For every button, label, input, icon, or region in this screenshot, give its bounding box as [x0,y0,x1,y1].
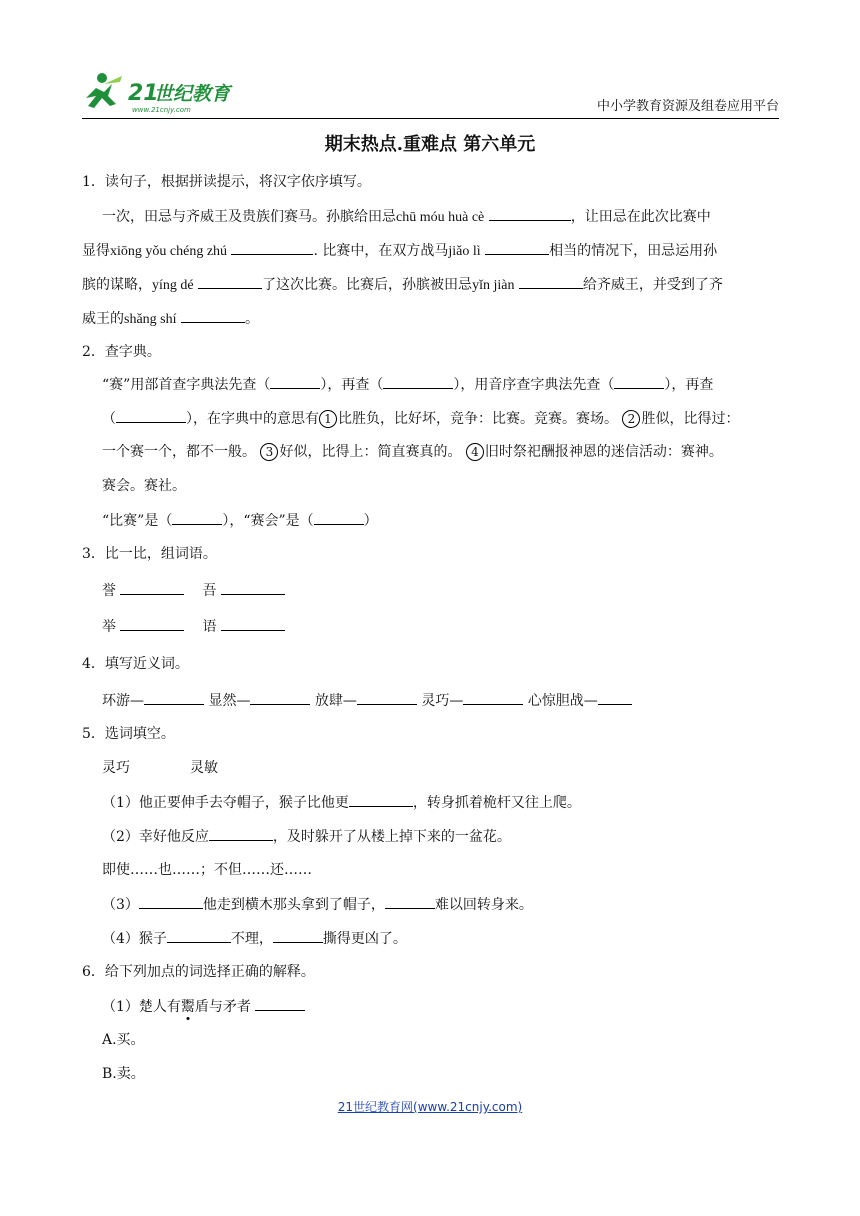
answer-blank[interactable] [198,274,262,289]
dotted-word: 鬻 [180,999,195,1015]
answer-blank[interactable] [357,690,417,705]
answer-blank[interactable] [519,274,583,289]
site-logo [82,68,262,116]
answer-blank[interactable] [120,580,184,595]
q5-sentence-2: （2）幸好他反应 ，及时躲开了从楼上掉下来的一盆花。 [102,826,511,847]
answer-blank[interactable] [139,894,203,909]
answer-blank[interactable] [273,928,323,943]
answer-blank[interactable] [314,510,364,525]
answer-blank[interactable] [231,240,313,255]
q2-line-5: “比赛”是（ ），“赛会”是（ ） [102,510,378,531]
q2-line-4: 赛会。赛社。 [102,478,186,494]
answer-blank[interactable] [167,928,231,943]
page-title: 期末热点.重难点 第六单元 [324,134,536,155]
q3-row-2: 举 语 [102,616,285,637]
answer-blank[interactable] [209,826,273,841]
answer-blank[interactable] [489,206,571,221]
answer-blank[interactable] [116,408,186,423]
q2-heading: 2．查字典。 [82,344,161,360]
answer-blank[interactable] [385,894,435,909]
logo-url: www.21cnjy.com [132,106,191,114]
q4-row: 环游— 显然— 放肆— 灵巧— 心惊胆战— [102,690,632,711]
circled-number: 1 [319,410,337,428]
logo-text: 世纪教育 [154,83,231,105]
q1-line-4: 威王的shǎng shí 。 [82,308,259,330]
q3-row-1: 誉 吾 [102,580,285,601]
q5-sentence-3: （3） 他走到横木那头拿到了帽子， 难以回转身来。 [102,894,533,915]
footer-link[interactable]: 21世纪教育网(www.21cnjy.com) [337,1100,523,1114]
q3-heading: 3．比一比，组词语。 [82,546,217,562]
q5-sentence-4: （4）猴子 不理， 撕得更凶了。 [102,928,407,949]
q2-line-2: （ ），在字典中的意思有 1 比胜负，比好坏，竞争：比赛。竞赛。赛场。 2 胜似，比得过： [102,408,739,429]
svg-text:21: 21 [128,81,159,106]
answer-blank[interactable] [181,308,245,323]
page-header [82,62,779,119]
answer-blank[interactable] [349,792,413,807]
answer-blank[interactable] [598,690,632,705]
q6-option-b: B.卖。 [102,1066,145,1082]
q6-heading: 6．给下列加点的词选择正确的解释。 [82,964,315,980]
answer-blank[interactable] [250,690,310,705]
platform-name: 中小学教育资源及组卷应用平台 [596,99,779,114]
answer-blank[interactable] [120,616,184,631]
circled-number: 3 [260,443,278,461]
q1-heading: 1．读句子，根据拼读提示，将汉字依序填写。 [82,174,371,190]
q5-options-1: 灵巧 灵敏 [102,760,218,776]
q5-sentence-1: （1）他正要伸手去夺帽子，猴子比他更 ，转身抓着桅杆又往上爬。 [102,792,581,813]
circled-number: 2 [622,410,640,428]
answer-blank[interactable] [221,580,285,595]
answer-blank[interactable] [485,240,549,255]
answer-blank[interactable] [144,690,204,705]
q2-line-3: 一个赛一个，都不一般。 3 好似，比得上：简直赛真的。 4 旧时祭祀酬报神恩的迷信活动：赛神。 [102,444,723,460]
answer-blank[interactable] [270,374,320,389]
q1-line-1: 一次，田忌与齐威王及贵族们赛马。孙膑给田忌chū móu huà cè ，让田忌在此次比赛中 [102,206,711,228]
q6-option-a: A.买。 [102,1032,145,1048]
runner-icon [86,73,122,108]
answer-blank[interactable] [172,510,222,525]
q1-line-2: 显得xiōng yǒu chéng zhú . 比赛中，在双方战马jiǎo lì 相当的情况下，田忌运用孙 [82,240,717,262]
q6-sentence-1: （1）楚人有鬻盾与矛者 [102,996,305,1017]
answer-blank[interactable] [614,374,664,389]
q2-line-1: “赛”用部首查字典法先查（ ），再查（ ），用音序查字典法先查（ ），再查 [102,374,713,395]
answer-blank[interactable] [255,996,305,1011]
answer-blank[interactable] [463,690,523,705]
q5-heading: 5．选词填空。 [82,726,175,742]
answer-blank[interactable] [383,374,453,389]
q4-heading: 4．填写近义词。 [82,656,189,672]
q1-line-3: 膑的谋略，yíng dé 了这次比赛。比赛后，孙膑被田忌yǐn jiàn 给齐威王，并受到了齐 [82,274,723,296]
answer-blank[interactable] [221,616,285,631]
circled-number: 4 [466,443,484,461]
q5-options-2: 即使……也……；不但……还…… [102,862,312,878]
